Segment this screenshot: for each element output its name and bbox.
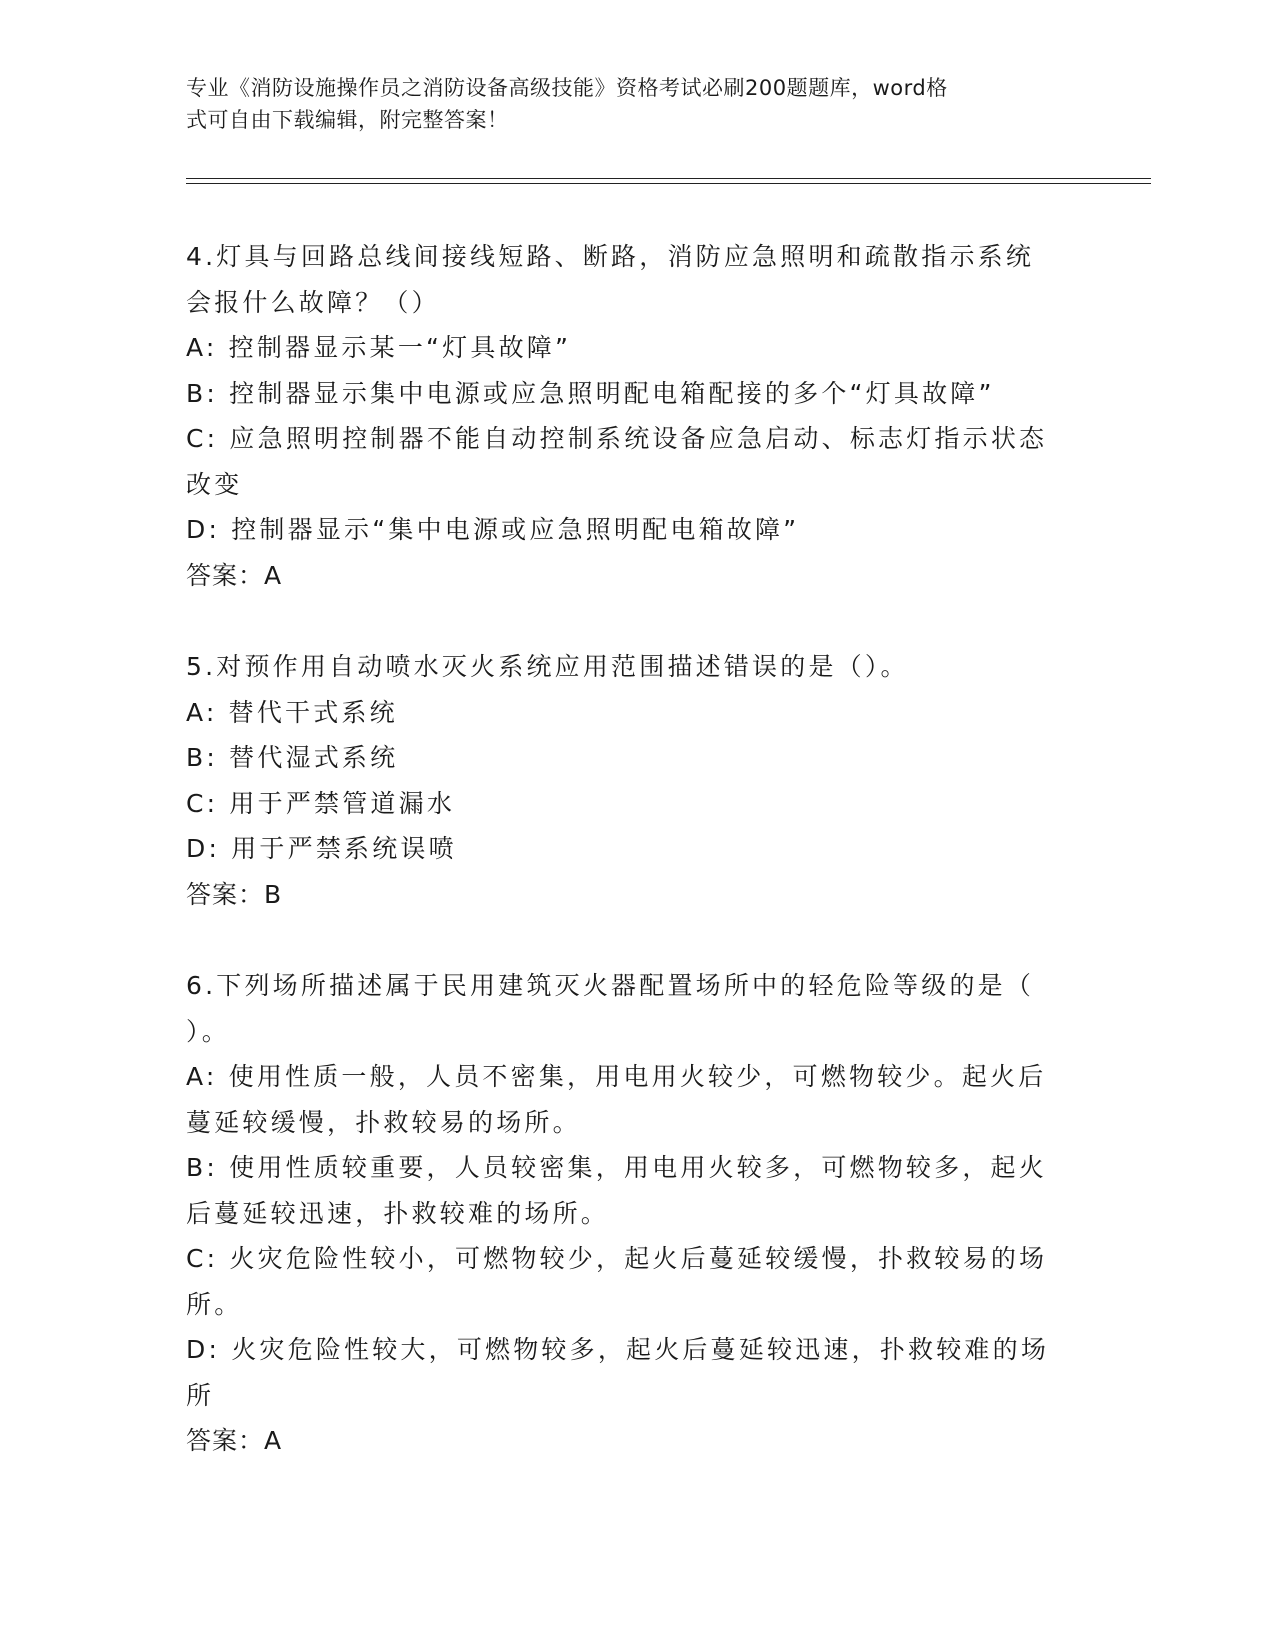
document-header (186, 72, 1066, 136)
option-a: A: 替代干式系统 (186, 697, 398, 727)
option-a-continued: 蔓延较缓慢，扑救较易的场所。 (186, 1107, 581, 1137)
option-a: A: 控制器显示某一“灯具故障” (186, 333, 572, 362)
option-b-continued: 后蔓延较迅速，扑救较难的场所。 (186, 1198, 610, 1228)
header-line: 式可自由下载编辑，附完整答案！ (186, 108, 509, 132)
header-divider (186, 183, 1151, 184)
question-6 (186, 963, 1066, 1464)
question-5 (186, 644, 1066, 917)
option-c-continued: 改变 (186, 469, 243, 499)
option-b: B: 使用性质较重要，人员较密集，用电用火较多，可燃物较多，起火 (186, 1153, 1047, 1182)
answer-label: 答案：A (186, 560, 283, 590)
question-stem: 4.灯具与回路总线间接线短路、断路，消防应急照明和疏散指示系统 (186, 242, 1035, 271)
header-line: 专业《消防设施操作员之消防设备高级技能》资格考试必刷200题题库，word格 (186, 76, 948, 100)
answer-label: 答案：A (186, 1426, 283, 1455)
question-stem: 6.下列场所描述属于民用建筑灭火器配置场所中的轻危险等级的是（ (186, 971, 1035, 1000)
option-a: A: 使用性质一般，人员不密集，用电用火较少，可燃物较少。起火后 (186, 1062, 1047, 1091)
option-c: C: 火灾危险性较小，可燃物较少，起火后蔓延较缓慢，扑救较易的场 (186, 1244, 1048, 1273)
question-stem: ）。 (186, 1016, 230, 1046)
option-d: D: 控制器显示“集中电源或应急照明配电箱故障” (186, 515, 800, 544)
option-b: B: 控制器显示集中电源或应急照明配电箱配接的多个“灯具故障” (186, 378, 995, 408)
answer-label: 答案：B (186, 879, 283, 909)
question-stem: 5.对预作用自动喷水灭火系统应用范围描述错误的是（）。 (186, 652, 909, 681)
question-4 (186, 234, 1066, 598)
option-d: D: 用于严禁系统误喷 (186, 834, 457, 863)
header-divider (186, 178, 1151, 179)
option-b: B: 替代湿式系统 (186, 743, 399, 772)
option-d: D: 火灾危险性较大，可燃物较多，起火后蔓延较迅速，扑救较难的场 (186, 1335, 1050, 1364)
question-stem: 会报什么故障？（） (186, 287, 440, 317)
option-d-continued: 所 (186, 1380, 215, 1410)
option-c: C: 用于严禁管道漏水 (186, 788, 456, 818)
option-c: C: 应急照明控制器不能自动控制系统设备应急启动、标志灯指示状态 (186, 424, 1048, 453)
option-c-continued: 所。 (186, 1289, 243, 1319)
